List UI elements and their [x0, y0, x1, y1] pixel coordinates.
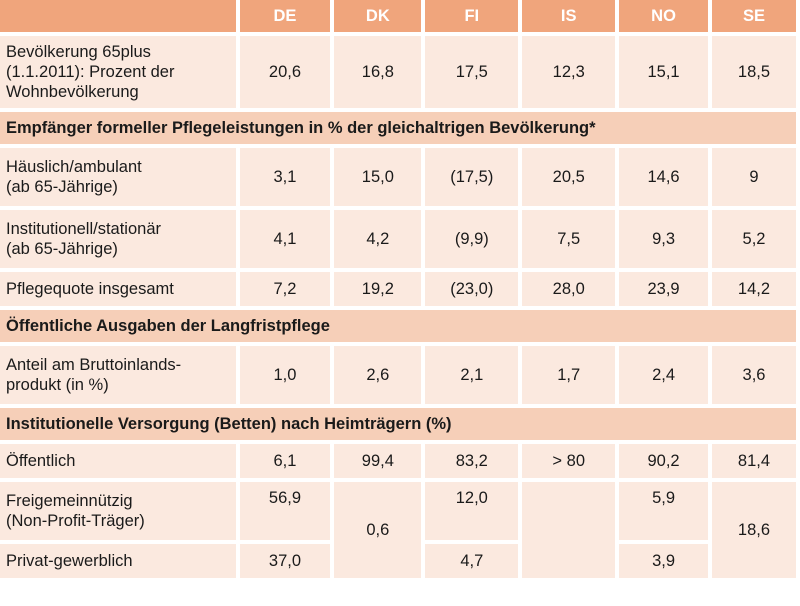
private-no: 3,9 [619, 544, 708, 578]
section-spending-heading: Öffentliche Ausgaben der Langfristpflege [0, 310, 796, 342]
institutional-is: 7,5 [522, 210, 615, 268]
care-rate-de: 7,2 [240, 272, 331, 306]
gdp-share-is: 1,7 [522, 346, 615, 404]
section-care-heading: Empfänger formeller Pflegeleistungen in % der gleichaltrigen Bevölkerung* [0, 112, 796, 144]
header-blank-cell [0, 0, 236, 32]
care-rate-no: 23,9 [619, 272, 708, 306]
care-rate-label: Pflegequote insgesamt [0, 272, 236, 306]
care-rate-se: 14,2 [712, 272, 796, 306]
care-rate-row [0, 272, 796, 306]
header-no: NO [619, 0, 708, 32]
beds-merged-se: 18,6 [712, 482, 796, 578]
population-row [0, 36, 796, 108]
public-label: Öffentlich [0, 444, 236, 478]
care-rate-dk: 19,2 [334, 272, 421, 306]
population-is: 12,3 [522, 36, 615, 108]
public-fi: 83,2 [425, 444, 518, 478]
home-care-is: 20,5 [522, 148, 615, 206]
public-no: 90,2 [619, 444, 708, 478]
population-dk: 16,8 [334, 36, 421, 108]
home-care-dk: 15,0 [334, 148, 421, 206]
header-is: IS [522, 0, 615, 32]
population-fi: 17,5 [425, 36, 518, 108]
institutional-no: 9,3 [619, 210, 708, 268]
population-se: 18,5 [712, 36, 796, 108]
public-row [0, 444, 796, 478]
institutional-se: 5,2 [712, 210, 796, 268]
gdp-share-no: 2,4 [619, 346, 708, 404]
public-dk: 99,4 [334, 444, 421, 478]
institutional-de: 4,1 [240, 210, 331, 268]
institutional-fi: (9,9) [425, 210, 518, 268]
beds-merged-dk: 0,6 [334, 482, 421, 578]
institutional-label: Institutionell/stationär (ab 65-Jährige) [0, 210, 236, 268]
gdp-share-de: 1,0 [240, 346, 331, 404]
public-de: 6,1 [240, 444, 331, 478]
population-label: Bevölkerung 65plus (1.1.2011): Prozent der Wohnbevölkerung [0, 36, 236, 108]
private-fi: 4,7 [425, 544, 518, 578]
gdp-share-label: Anteil am Bruttoinlands- produkt (in %) [0, 346, 236, 404]
private-de: 37,0 [240, 544, 331, 578]
care-rate-fi: (23,0) [425, 272, 518, 306]
header-de: DE [240, 0, 331, 32]
private-label: Privat-gewerblich [0, 544, 236, 578]
nonprofit-de: 56,9 [240, 482, 331, 540]
section-care-row [0, 112, 796, 144]
home-care-label: Häuslich/ambulant (ab 65-Jährige) [0, 148, 236, 206]
population-de: 20,6 [240, 36, 331, 108]
gdp-share-row [0, 346, 796, 404]
header-fi: FI [425, 0, 518, 32]
gdp-share-dk: 2,6 [334, 346, 421, 404]
institutional-dk: 4,2 [334, 210, 421, 268]
section-beds-row [0, 408, 796, 440]
beds-merged-is [522, 482, 615, 578]
gdp-share-se: 3,6 [712, 346, 796, 404]
institutional-row [0, 210, 796, 268]
header-se: SE [712, 0, 796, 32]
public-is: > 80 [522, 444, 615, 478]
nonprofit-row [0, 482, 796, 540]
header-row [0, 0, 796, 32]
nonprofit-fi: 12,0 [425, 482, 518, 540]
nonprofit-no: 5,9 [619, 482, 708, 540]
home-care-se: 9 [712, 148, 796, 206]
section-spending-row [0, 310, 796, 342]
nonprofit-label: Freigemeinnützig (Non-Profit-Träger) [0, 482, 236, 540]
population-no: 15,1 [619, 36, 708, 108]
care-rate-is: 28,0 [522, 272, 615, 306]
section-beds-heading: Institutionelle Versorgung (Betten) nach Heimträgern (%) [0, 408, 796, 440]
home-care-de: 3,1 [240, 148, 331, 206]
home-care-fi: (17,5) [425, 148, 518, 206]
home-care-row [0, 148, 796, 206]
gdp-share-fi: 2,1 [425, 346, 518, 404]
header-dk: DK [334, 0, 421, 32]
home-care-no: 14,6 [619, 148, 708, 206]
public-se: 81,4 [712, 444, 796, 478]
